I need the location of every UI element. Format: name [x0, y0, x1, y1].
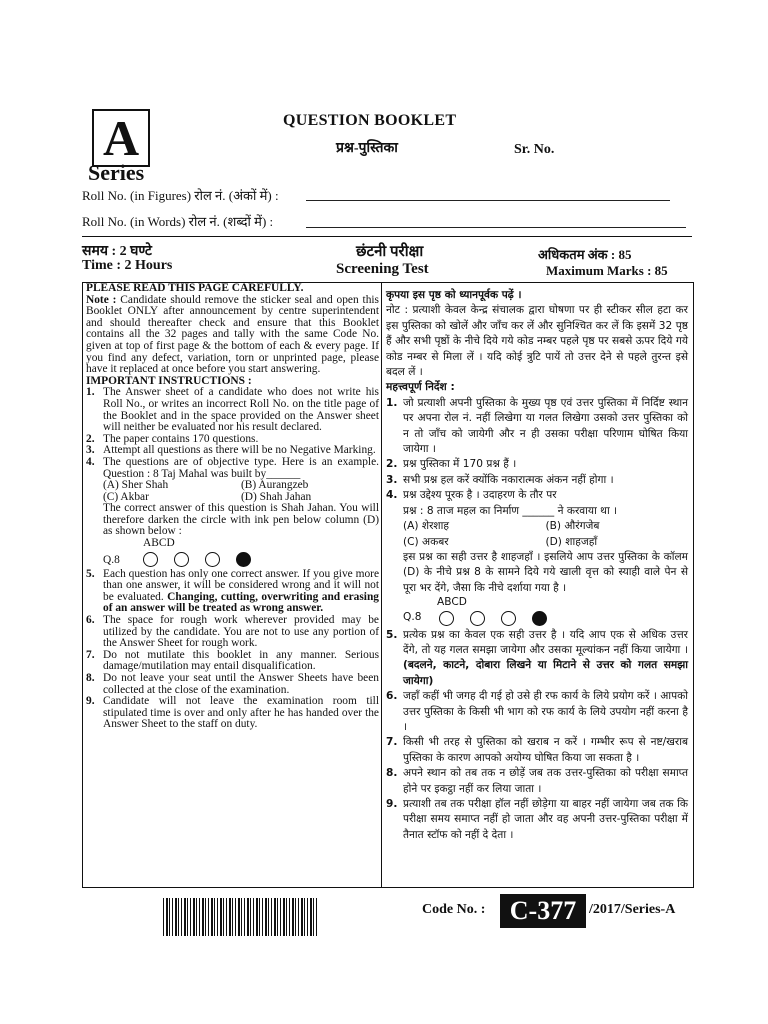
- option-b: (B) Aurangzeb: [241, 479, 309, 492]
- instruction-6: 6. The space for rough work wherever provided may be utilized by the candidate. You are not to use any portion of the Answer Sheet for rough work.: [86, 614, 379, 650]
- hindi-instruction-5: 5. प्रत्येक प्रश्न का केवल एक सही उत्तर है । यदि आप एक से अधिक उत्तर देंगे, तो यह गलत समझा जायेगा और उसका मूल्यांकन नहीं किया जायेगा । (बदलने, काटने, दोबारा लिखने या मिटाने से उत्तर को गलत समझा जायेगा): [386, 628, 688, 687]
- important-heading: IMPORTANT INSTRUCTIONS :: [86, 374, 252, 387]
- hindi-bubble-a: [439, 611, 454, 626]
- instruction-9-text: Candidate will not leave the examination room till stipulated time is over and only after he has handed over the Answer Sheet to the staff on duty.: [103, 695, 379, 731]
- hindi-instruction-7: 7. किसी भी तरह से पुस्तिका को खराब न करें । गम्भीर रूप से नष्ट/खराब पुस्तिका के कारण आपको अयोग्य घोषित किया जा सकता है ।: [386, 735, 688, 766]
- hindi-option-d: (D) शाहजहाँ: [545, 535, 598, 548]
- roll-figures-label: Roll No. (in Figures) रोल नं. (अंकों में) :: [82, 188, 279, 203]
- hindi-instruction-1-text: जो प्रत्याशी अपनी पुस्तिका के मुख्य पृष्ठ एवं उत्तर पुस्तिका में निर्दिष्ट स्थान पर अपना रोल नं. नहीं लिखेगा या गलत लिखेगा उसको उत्तर पुस्तिका को न तो जाँच को जायेगी और न ही उसका परीक्षा परिणाम घोषित किया जायेगा ।: [403, 396, 688, 456]
- hindi-instruction-6-text: जहाँ कहीं भी जगह दी गई हो उसे ही रफ कार्य के लिये प्रयोग करें । आपको उत्तर पुस्तिका के किसी भी भाग को रफ कार्य के लिये उपयोग नहीं करना है ।: [403, 690, 688, 733]
- barcode-image: [163, 898, 318, 936]
- hindi-bubble-b: [470, 611, 485, 626]
- column-divider: [381, 282, 382, 888]
- max-marks-english: Maximum Marks : 85: [546, 263, 668, 278]
- instruction-6-text: The space for rough work wherever provided may be utilized by the candidate. You are not to use any portion of the Answer Sheet for rough work.: [103, 614, 379, 650]
- hindi-instruction-9: 9. प्रत्याशी तब तक परीक्षा हॉल नहीं छोड़ेगा या बाहर नहीं जायेगा जब तक कि परीक्षा समय समाप्त नहीं हो जाता और वह अपनी उत्तर-पुस्तिका परीक्षा में तैनात स्टॉफ को नहीं दे देता ।: [386, 797, 688, 843]
- hindi-instruction-3: 3. सभी प्रश्न हल करें क्योंकि नकारात्मक अंकन नहीं होगा ।: [386, 473, 688, 488]
- hindi-instruction-2-text: प्रश्न पुस्तिका में 170 प्रश्न हैं ।: [403, 458, 517, 471]
- hindi-example-options: [403, 519, 688, 550]
- code-number-suffix: /2017/Series-A: [589, 902, 676, 917]
- option-c: (C) Akbar: [103, 490, 149, 503]
- hindi-option-c: (C) अकबर: [403, 535, 449, 548]
- instruction-1: 1. The Answer sheet of a candidate who does not write his Roll No., or writes an incorrect Roll No. on the title page of the Booklet and in the space provided on the Answer sheet will neither be evaluated nor his result declared.: [86, 386, 379, 434]
- bubble-c: [205, 552, 220, 567]
- roll-words-line: [306, 227, 686, 228]
- instruction-9: 9. Candidate will not leave the examination room till stipulated time is over and only after he has handed over the Answer Sheet to the staff on duty.: [86, 695, 379, 731]
- bubble-question-label: Q.8: [103, 554, 120, 567]
- instruction-5-bold: Changing, cutting, overwriting and erasing of an answer will be treated as wrong answer.: [103, 590, 379, 615]
- bubble-a: [143, 552, 158, 567]
- option-a: (A) Sher Shah: [103, 479, 169, 492]
- hindi-bubble-example: [403, 610, 688, 625]
- hindi-note: नोट : प्रत्याशी केवल केन्द्र संचालक द्वारा घोषणा पर ही स्टीकर सील हटा कर इस पुस्तिका को खोलें और जाँच कर लें और सुनिश्चित कर लें कि इसमें 32 पृष्ठ हैं और सभी पृष्ठों के नीचे दिये गये कोड नम्बर पहले पृष्ठ पर सबसे ऊपर दिये गये कोड नम्बर से मिला लें । यदि कोई त्रुटि पायें तो उत्तर देने से पहले तुरन्त इसे बदल लें ।: [386, 304, 688, 379]
- english-note: [86, 295, 379, 376]
- code-number-label: Code No. :: [422, 902, 486, 917]
- bubble-example: [103, 552, 379, 567]
- english-instructions: [86, 283, 379, 731]
- bubble-labels: ABCD: [143, 537, 175, 550]
- hindi-instruction-1: 1. जो प्रत्याशी अपनी पुस्तिका के मुख्य पृष्ठ एवं उत्तर पुस्तिका में निर्दिष्ट स्थान पर अपना रोल नं. नहीं लिखेगा या गलत लिखेगा उसको उत्तर पुस्तिका को न तो जाँच को जायेगी और न ही उसका परीक्षा परिणाम घोषित किया जायेगा ।: [386, 396, 688, 458]
- hindi-instructions: [386, 288, 688, 843]
- booklet-title: QUESTION BOOKLET: [283, 112, 457, 129]
- hindi-option-b: (B) औरंगजेब: [545, 520, 600, 533]
- test-name-hindi: छंटनी परीक्षा: [356, 244, 424, 260]
- example-options: [103, 480, 379, 503]
- hindi-important-heading: महत्त्वपूर्ण निर्देश :: [386, 381, 455, 394]
- code-number-badge: C-377: [500, 894, 586, 928]
- header-rule: [82, 236, 692, 237]
- note-text: Candidate should remove the sticker seal and open this Booklet ONLY after announcement by centre superintendent and should thereafter check and ensure that this Booklet contains all the 32 pages and tally with the same Code No. given at top of first page & the bottom of each & every page. If you find any defect, variation, torn or unprinted page, please have it replaced at once before you start answering.: [86, 293, 379, 376]
- hindi-heading: कृपया इस पृष्ठ को ध्यानपूर्वक पढ़ें ।: [386, 289, 522, 301]
- note-label: Note :: [86, 293, 117, 306]
- instruction-5-text: Each question has only one correct answer. If you give more than one answer, it will be considered wrong and it will not be evaluated.: [103, 567, 379, 603]
- instruction-3: 3. Attempt all questions as there will be no Negative Marking.: [86, 445, 379, 457]
- series-letter-box: A: [92, 109, 150, 167]
- instruction-2: 2. The paper contains 170 questions.: [86, 434, 379, 446]
- hindi-bubble-c: [501, 611, 516, 626]
- english-heading: PLEASE READ THIS PAGE CAREFULLY.: [86, 282, 304, 294]
- hindi-bubble-d-filled: [532, 611, 547, 626]
- option-d: (D) Shah Jahan: [241, 490, 312, 503]
- roll-figures-line: [306, 200, 670, 201]
- hindi-instruction-5-text: प्रत्येक प्रश्न का केवल एक सही उत्तर है । यदि आप एक से अधिक उत्तर देंगे, तो यह गलत समझा जायेगा और उसका मूल्यांकन नहीं किया जायेगा ।: [403, 628, 688, 656]
- hindi-bubble-labels: ABCD: [437, 596, 467, 609]
- series-label: Series: [88, 160, 145, 185]
- instruction-8-text: Do not leave your seat until the Answer Sheets have been collected at the close of the examination.: [103, 672, 379, 696]
- max-marks-hindi: अधिकतम अंक : 85: [538, 247, 632, 262]
- time-hindi: समय : 2 घण्टे: [82, 244, 152, 259]
- bubble-b: [174, 552, 189, 567]
- instruction-7: 7. Do not mutilate this booklet in any manner. Serious damage/mutilation may entail disqualification.: [86, 648, 379, 673]
- hindi-instruction-9-text: प्रत्याशी तब तक परीक्षा हॉल नहीं छोड़ेगा या बाहर नहीं जायेगा जब तक कि परीक्षा समय समाप्त नहीं हो जाता और वह अपनी उत्तर-पुस्तिका परीक्षा में तैनात स्टॉफ को नहीं दे देता ।: [403, 798, 688, 841]
- instruction-1-text: The Answer sheet of a candidate who does not write his Roll No., or writes an incorrect Roll No. on the title page of the Booklet and in the space provided on the Answer sheet will neither be evaluated nor his result declared.: [103, 386, 379, 434]
- instruction-8: 8. Do not leave your seat until the Answer Sheets have been collected at the close of the examination.: [86, 672, 379, 696]
- instruction-5: 5. Each question has only one correct answer. If you give more than one answer, it will be considered wrong and it will not be evaluated. Changing, cutting, overwriting and erasing of an answer will be treated as wrong answer.: [86, 567, 379, 615]
- bubble-d-filled: [236, 552, 251, 567]
- hindi-instruction-4-after: इस प्रश्न का सही उत्तर है शाहजहाँ । इसलिये आप उत्तर पुस्तिका के कॉलम (D) के नीचे प्रश्न 8 के सामने दिये गये खाली वृत्त को स्याही वाले पेन से पूरा भर देंगे, जैसा कि नीचे दर्शाया गया है ।: [403, 550, 688, 594]
- instruction-7-text: Do not mutilate this booklet in any manner. Serious damage/mutilation may entail disqualification.: [103, 648, 379, 673]
- serial-number-label: Sr. No.: [514, 142, 555, 157]
- instruction-4-after: The correct answer of this question is Shah Jahan. You will therefore darken the circle with ink pen below column (D) as shown below :: [103, 502, 379, 538]
- hindi-option-a: (A) शेरशाह: [403, 520, 449, 533]
- instruction-4: 4. The questions are of objective type. Here is an example. Question : 8 Taj Mahal was built by______ (A) Sher Shah (B) Aurangzeb (C) Akbar (D) Shah Jahan The correct answer of this question is Shah Jahan. You will therefore darken the circle with ink pen below column (D) as shown below : ABCD Q.8: [86, 455, 379, 567]
- test-name-english: Screening Test: [336, 261, 429, 277]
- roll-words-label: Roll No. (in Words) रोल नं. (शब्दों में) :: [82, 214, 274, 229]
- booklet-title-hindi: प्रश्न-पुस्तिका: [336, 141, 398, 156]
- time-english: Time : 2 Hours: [82, 258, 173, 273]
- hindi-instruction-8: 8. अपने स्थान को तब तक न छोड़ें जब तक उत्तर-पुस्तिका को परीक्षा समाप्त होने पर इकट्ठा नहीं कर लिया जाता ।: [386, 766, 688, 797]
- instruction-3-text: Attempt all questions as there will be no Negative Marking.: [103, 444, 376, 457]
- hindi-example-question: प्रश्न : 8 ताज महल का निर्माण ______ ने करवाया था ।: [403, 504, 618, 517]
- hindi-instruction-8-text: अपने स्थान को तब तक न छोड़ें जब तक उत्तर-पुस्तिका को परीक्षा समाप्त होने पर इकट्ठा नहीं कर लिया जाता ।: [403, 767, 688, 795]
- hindi-instruction-7-text: किसी भी तरह से पुस्तिका को खराब न करें । गम्भीर रूप से नष्ट/खराब पुस्तिका के कारण आपको अयोग्य घोषित किया जा सकता है ।: [403, 736, 688, 764]
- hindi-instruction-4-text: प्रश्न उद्देश्य पूरक है । उदाहरण के तौर पर: [403, 489, 557, 502]
- hindi-bubble-question-label: Q.8: [403, 611, 422, 624]
- hindi-instruction-4: 4. प्रश्न उद्देश्य पूरक है । उदाहरण के तौर पर प्रश्न : 8 ताज महल का निर्माण ______ ने करवाया था । (A) शेरशाह (B) औरंगजेब (C) अकबर (D) शाहजहाँ इस प्रश्न का सही उत्तर है शाहजहाँ । इसलिये आप उत्तर पुस्तिका के कॉलम (D) के नीचे प्रश्न 8 के सामने दिये गये खाली वृत्त को स्याही वाले पेन से पूरा भर देंगे, जैसा कि नीचे दर्शाया गया है । ABCD Q.8: [386, 488, 688, 627]
- hindi-instruction-2: 2. प्रश्न पुस्तिका में 170 प्रश्न हैं ।: [386, 457, 688, 472]
- hindi-instruction-3-text: सभी प्रश्न हल करें क्योंकि नकारात्मक अंकन नहीं होगा ।: [403, 473, 614, 486]
- hindi-instruction-5-bold: (बदलने, काटने, दोबारा लिखने या मिटाने से उत्तर को गलत समझा जायेगा): [403, 659, 688, 687]
- instruction-4-text: The questions are of objective type. Here is an example. Question : 8 Taj Mahal was built by______: [103, 455, 379, 480]
- hindi-instruction-6: 6. जहाँ कहीं भी जगह दी गई हो उसे ही रफ कार्य के लिये प्रयोग करें । आपको उत्तर पुस्तिका के किसी भी भाग को रफ कार्य के लिये उपयोग नहीं करना है ।: [386, 689, 688, 735]
- instruction-2-text: The paper contains 170 questions.: [103, 432, 259, 445]
